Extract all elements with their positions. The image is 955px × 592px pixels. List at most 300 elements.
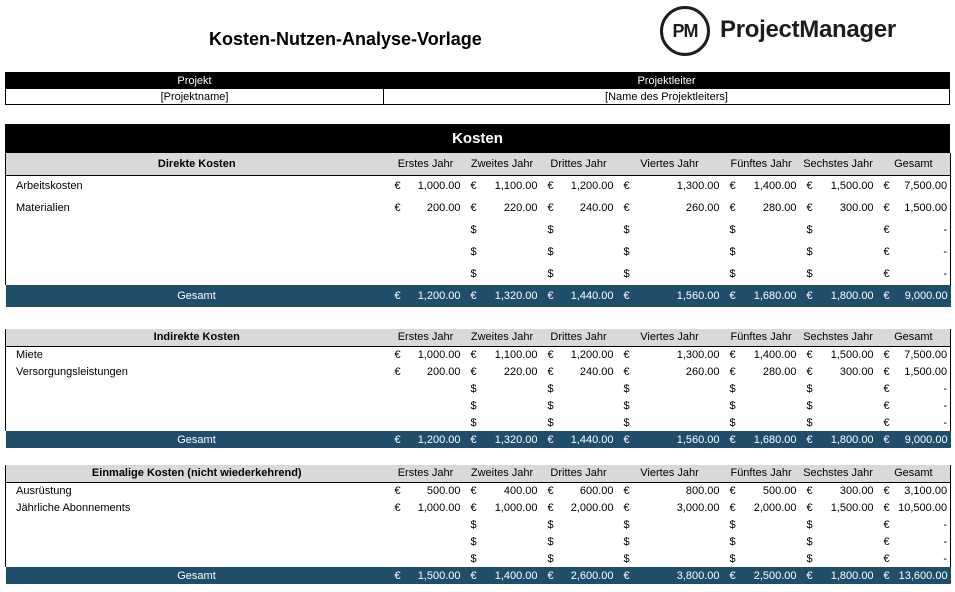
cost-value-cell[interactable]: 1,400.00 — [743, 346, 800, 363]
cost-row — [6, 499, 951, 516]
year-header: Fünftes Jahr — [723, 329, 800, 346]
cost-value-cell[interactable]: 1,300.00 — [637, 346, 723, 363]
cost-row — [6, 533, 951, 550]
cost-row — [6, 380, 951, 397]
year-header: Erstes Jahr — [388, 465, 464, 482]
currency-symbol: € — [388, 431, 408, 448]
cost-value-cell[interactable]: - — [897, 550, 951, 567]
cost-table-0 — [5, 153, 951, 307]
year-header: Drittes Jahr — [541, 153, 617, 175]
currency-symbol: $ — [623, 535, 630, 548]
currency-symbol: € — [723, 431, 743, 448]
total-value: 1,560.00 — [637, 431, 723, 448]
currency-symbol: € — [806, 501, 813, 514]
currency-symbol: $ — [729, 416, 736, 429]
currency-symbol: $ — [547, 399, 554, 412]
currency-symbol: $ — [806, 268, 813, 280]
cost-value-cell[interactable]: 1,500.00 — [897, 363, 951, 380]
currency-symbol: € — [541, 285, 561, 307]
currency-symbol: $ — [729, 518, 736, 531]
manager-name-field[interactable]: [Name des Projektleiters] — [384, 89, 950, 105]
total-label: Gesamt — [6, 285, 388, 307]
cost-row — [6, 197, 951, 219]
currency-symbol: € — [883, 552, 890, 565]
cost-item-label[interactable]: Ausrüstung — [6, 482, 388, 499]
currency-symbol: € — [877, 175, 897, 197]
cost-value-cell[interactable] — [743, 414, 800, 431]
cost-value-cell[interactable] — [484, 380, 541, 397]
cost-value-cell[interactable]: 300.00 — [839, 202, 874, 214]
cost-value-cell[interactable] — [820, 397, 877, 414]
cost-row — [6, 346, 951, 363]
currency-symbol: € — [541, 567, 561, 584]
cost-value-cell[interactable] — [820, 516, 877, 533]
currency-symbol: $ — [547, 224, 554, 236]
cost-item-label[interactable] — [6, 263, 388, 285]
currency-symbol: $ — [470, 518, 477, 531]
cost-value-cell[interactable] — [408, 516, 464, 533]
cost-value-cell[interactable]: - — [897, 397, 951, 414]
year-header: Drittes Jahr — [541, 329, 617, 346]
currency-symbol: $ — [547, 518, 554, 531]
cost-value-cell[interactable] — [484, 533, 541, 550]
currency-symbol: € — [883, 382, 890, 395]
cost-value-cell[interactable] — [820, 263, 877, 285]
cost-value-cell[interactable]: 300.00 — [820, 482, 877, 499]
currency-symbol: € — [723, 567, 743, 584]
currency-symbol: $ — [806, 416, 813, 429]
total-row — [6, 567, 951, 584]
currency-symbol: $ — [470, 246, 477, 258]
cost-value-cell[interactable] — [743, 516, 800, 533]
currency-symbol: $ — [547, 535, 554, 548]
cost-value-cell[interactable] — [637, 263, 723, 285]
currency-symbol: € — [464, 175, 484, 197]
currency-symbol: $ — [729, 382, 736, 395]
total-value: 1,800.00 — [820, 431, 877, 448]
currency-symbol: € — [464, 285, 484, 307]
cost-value-cell[interactable] — [820, 533, 877, 550]
cost-table-header — [6, 329, 951, 346]
currency-symbol: € — [877, 346, 897, 363]
cost-value-cell[interactable]: 240.00 — [579, 365, 614, 378]
total-value: 2,500.00 — [743, 567, 800, 584]
total-value: 1,680.00 — [743, 431, 800, 448]
cost-value-cell[interactable] — [820, 380, 877, 397]
currency-symbol: $ — [470, 399, 477, 412]
cost-item-label[interactable]: Miete — [6, 346, 388, 363]
total-value: 1,800.00 — [820, 567, 877, 584]
cost-table-1 — [5, 329, 951, 448]
cost-value-cell[interactable]: 3,000.00 — [676, 501, 720, 514]
cost-value-cell[interactable] — [820, 241, 877, 263]
currency-symbol: € — [394, 202, 401, 214]
cost-value-cell[interactable] — [561, 263, 617, 285]
cost-value-cell[interactable] — [820, 414, 877, 431]
year-header: Viertes Jahr — [617, 465, 723, 482]
currency-symbol: $ — [806, 224, 813, 236]
currency-symbol: $ — [623, 552, 630, 565]
currency-symbol: € — [388, 285, 408, 307]
cost-value-cell[interactable]: - — [897, 263, 951, 285]
year-header: Sechstes Jahr — [800, 465, 877, 482]
currency-symbol: € — [470, 202, 477, 214]
currency-symbol: € — [388, 175, 408, 197]
cost-value-cell[interactable]: 10,500.00 — [897, 499, 951, 516]
currency-symbol: € — [877, 285, 897, 307]
currency-symbol: € — [883, 202, 890, 214]
total-value: 1,800.00 — [820, 285, 877, 307]
year-header: Sechstes Jahr — [800, 153, 877, 175]
total-label: Gesamt — [6, 431, 388, 448]
cost-value-cell[interactable] — [484, 550, 541, 567]
cost-item-label[interactable] — [6, 380, 388, 397]
cost-value-cell[interactable]: - — [897, 414, 951, 431]
cost-row — [6, 397, 951, 414]
currency-symbol: $ — [470, 382, 477, 395]
cost-value-cell[interactable] — [561, 397, 617, 414]
currency-symbol: € — [464, 567, 484, 584]
currency-symbol: € — [464, 482, 484, 499]
currency-symbol: € — [464, 431, 484, 448]
cost-value-cell[interactable]: 3,100.00 — [897, 482, 951, 499]
currency-symbol: $ — [729, 535, 736, 548]
currency-symbol: € — [394, 365, 401, 378]
year-header: Zweites Jahr — [464, 465, 541, 482]
year-header: Erstes Jahr — [388, 153, 464, 175]
currency-symbol — [388, 380, 408, 397]
cost-value-cell[interactable] — [637, 380, 723, 397]
cost-value-cell[interactable]: 1,500.00 — [897, 197, 951, 219]
currency-symbol: € — [800, 567, 820, 584]
year-header: Gesamt — [877, 465, 951, 482]
currency-symbol: $ — [470, 224, 477, 236]
currency-symbol: € — [883, 399, 890, 412]
currency-symbol: $ — [806, 518, 813, 531]
cost-value-cell[interactable] — [637, 397, 723, 414]
currency-symbol: € — [800, 431, 820, 448]
total-row — [6, 431, 951, 448]
currency-symbol: € — [800, 285, 820, 307]
cost-value-cell[interactable] — [637, 414, 723, 431]
cost-item-label[interactable] — [6, 516, 388, 533]
currency-symbol: $ — [470, 535, 477, 548]
year-header: Viertes Jahr — [617, 329, 723, 346]
currency-symbol: $ — [470, 416, 477, 429]
currency-symbol — [388, 550, 408, 567]
cost-row — [6, 363, 951, 380]
cost-value-cell[interactable] — [561, 414, 617, 431]
currency-symbol: € — [623, 365, 630, 378]
cost-row — [6, 550, 951, 567]
cost-value-cell[interactable]: 240.00 — [579, 202, 614, 214]
currency-symbol: € — [877, 482, 897, 499]
cost-item-label[interactable] — [6, 414, 388, 431]
currency-symbol: € — [883, 246, 890, 258]
currency-symbol: € — [723, 175, 743, 197]
currency-symbol: $ — [623, 246, 630, 258]
total-value: 1,440.00 — [561, 431, 617, 448]
currency-symbol: € — [729, 365, 736, 378]
cost-value-cell[interactable] — [484, 397, 541, 414]
currency-symbol: $ — [729, 224, 736, 236]
category-title: Einmalige Kosten (nicht wiederkehrend) — [6, 465, 388, 482]
currency-symbol: € — [806, 365, 813, 378]
currency-symbol: $ — [806, 535, 813, 548]
total-value: 1,400.00 — [484, 567, 541, 584]
year-header: Sechstes Jahr — [800, 329, 877, 346]
cost-value-cell[interactable] — [484, 241, 541, 263]
cost-value-cell[interactable] — [561, 241, 617, 263]
currency-symbol — [388, 516, 408, 533]
currency-symbol: € — [464, 346, 484, 363]
total-value: 9,000.00 — [897, 285, 951, 307]
currency-symbol: € — [470, 365, 477, 378]
cost-value-cell[interactable]: 1,100.00 — [484, 346, 541, 363]
currency-symbol: € — [883, 518, 890, 531]
cost-value-cell[interactable]: 260.00 — [685, 202, 720, 214]
cost-row — [6, 241, 951, 263]
cost-row — [6, 175, 951, 197]
cost-value-cell[interactable] — [484, 219, 541, 241]
currency-symbol: € — [729, 501, 736, 514]
manager-label: Projektleiter — [384, 73, 950, 89]
cost-value-cell[interactable]: - — [897, 380, 951, 397]
project-info-table — [5, 72, 950, 105]
cost-value-cell[interactable] — [637, 241, 723, 263]
cost-row — [6, 263, 951, 285]
cost-value-cell[interactable]: 200.00 — [426, 365, 461, 378]
cost-value-cell[interactable]: 1,100.00 — [484, 175, 541, 197]
currency-symbol: € — [800, 175, 820, 197]
currency-symbol: € — [617, 285, 637, 307]
year-header: Fünftes Jahr — [723, 465, 800, 482]
currency-symbol: € — [617, 567, 637, 584]
cost-item-label[interactable] — [6, 533, 388, 550]
currency-symbol: $ — [623, 399, 630, 412]
total-value: 2,600.00 — [561, 567, 617, 584]
cost-value-cell[interactable]: 300.00 — [839, 365, 874, 378]
currency-symbol: $ — [470, 268, 477, 280]
currency-symbol: € — [388, 346, 408, 363]
cost-value-cell[interactable]: 500.00 — [408, 482, 464, 499]
currency-symbol: € — [883, 535, 890, 548]
cost-item-label[interactable]: Materialien — [6, 197, 388, 219]
cost-value-cell[interactable] — [637, 533, 723, 550]
cost-value-cell[interactable]: 2,000.00 — [753, 501, 797, 514]
cost-value-cell[interactable] — [484, 414, 541, 431]
cost-value-cell[interactable]: - — [897, 219, 951, 241]
total-value: 1,500.00 — [408, 567, 464, 584]
total-value: 1,320.00 — [484, 431, 541, 448]
currency-symbol: € — [541, 431, 561, 448]
cost-value-cell[interactable]: 1,200.00 — [561, 175, 617, 197]
cost-value-cell[interactable]: 280.00 — [762, 202, 797, 214]
currency-symbol: € — [877, 431, 897, 448]
currency-symbol: € — [617, 175, 637, 197]
total-value: 1,440.00 — [561, 285, 617, 307]
year-header: Viertes Jahr — [617, 153, 723, 175]
cost-value-cell[interactable]: 1,500.00 — [830, 501, 874, 514]
currency-symbol: € — [883, 224, 890, 236]
cost-item-label[interactable]: Arbeitskosten — [6, 175, 388, 197]
cost-row — [6, 516, 951, 533]
year-header: Zweites Jahr — [464, 329, 541, 346]
currency-symbol: $ — [806, 246, 813, 258]
cost-item-label[interactable] — [6, 397, 388, 414]
currency-symbol: $ — [547, 416, 554, 429]
cost-value-cell[interactable] — [561, 219, 617, 241]
cost-table-2 — [5, 465, 951, 584]
cost-value-cell[interactable]: 1,500.00 — [820, 175, 877, 197]
cost-value-cell[interactable] — [408, 533, 464, 550]
cost-value-cell[interactable]: - — [897, 516, 951, 533]
currency-symbol — [388, 533, 408, 550]
cost-value-cell[interactable] — [637, 550, 723, 567]
cost-item-label[interactable] — [6, 550, 388, 567]
cost-value-cell[interactable]: 260.00 — [685, 365, 720, 378]
cost-value-cell[interactable]: 1,300.00 — [637, 175, 723, 197]
currency-symbol: $ — [729, 268, 736, 280]
currency-symbol: € — [800, 346, 820, 363]
cost-value-cell[interactable]: 220.00 — [503, 202, 538, 214]
currency-symbol: € — [883, 365, 890, 378]
page-title: Kosten-Nutzen-Analyse-Vorlage — [209, 29, 482, 49]
cost-item-label[interactable]: Jährliche Abonnements — [6, 499, 388, 516]
cost-value-cell[interactable] — [743, 241, 800, 263]
cost-value-cell[interactable]: 1,500.00 — [820, 346, 877, 363]
year-header: Zweites Jahr — [464, 153, 541, 175]
currency-symbol: € — [729, 202, 736, 214]
currency-symbol: $ — [547, 552, 554, 565]
cost-value-cell[interactable]: 1,000.00 — [494, 501, 538, 514]
currency-symbol — [388, 263, 408, 285]
cost-value-cell[interactable] — [743, 219, 800, 241]
currency-symbol: € — [394, 501, 401, 514]
cost-value-cell[interactable]: 280.00 — [762, 365, 797, 378]
currency-symbol: € — [617, 431, 637, 448]
cost-value-cell[interactable]: 1,400.00 — [743, 175, 800, 197]
cost-value-cell[interactable]: 1,000.00 — [408, 175, 464, 197]
currency-symbol: $ — [547, 268, 554, 280]
currency-symbol: € — [547, 202, 554, 214]
cost-item-label[interactable] — [6, 219, 388, 241]
cost-value-cell[interactable] — [743, 380, 800, 397]
year-header: Fünftes Jahr — [723, 153, 800, 175]
cost-value-cell[interactable] — [408, 550, 464, 567]
currency-symbol: € — [547, 501, 554, 514]
currency-symbol: € — [617, 482, 637, 499]
currency-symbol: $ — [547, 246, 554, 258]
project-name-field[interactable]: [Projektname] — [6, 89, 384, 105]
currency-symbol: $ — [623, 518, 630, 531]
cost-row — [6, 219, 951, 241]
currency-symbol: € — [883, 501, 890, 514]
cost-value-cell[interactable]: - — [897, 533, 951, 550]
currency-symbol: $ — [623, 268, 630, 280]
currency-symbol: € — [388, 567, 408, 584]
currency-symbol: $ — [729, 246, 736, 258]
currency-symbol: $ — [623, 224, 630, 236]
cost-value-cell[interactable]: 1,000.00 — [408, 346, 464, 363]
currency-symbol: $ — [806, 552, 813, 565]
cost-value-cell[interactable]: 1,000.00 — [417, 501, 461, 514]
cost-item-label[interactable] — [6, 241, 388, 263]
cost-value-cell[interactable]: 2,000.00 — [570, 501, 614, 514]
cost-value-cell[interactable]: 1,200.00 — [561, 346, 617, 363]
cost-value-cell[interactable] — [561, 516, 617, 533]
currency-symbol — [388, 397, 408, 414]
currency-symbol — [388, 241, 408, 263]
cost-value-cell[interactable]: 800.00 — [637, 482, 723, 499]
cost-value-cell[interactable]: 600.00 — [561, 482, 617, 499]
total-value: 1,200.00 — [408, 431, 464, 448]
cost-value-cell[interactable] — [561, 550, 617, 567]
year-header: Gesamt — [877, 329, 951, 346]
cost-value-cell[interactable] — [637, 219, 723, 241]
total-row — [6, 285, 951, 307]
currency-symbol: $ — [729, 552, 736, 565]
cost-value-cell[interactable] — [820, 550, 877, 567]
cost-value-cell[interactable] — [408, 380, 464, 397]
currency-symbol: € — [883, 268, 890, 280]
total-value: 9,000.00 — [897, 431, 951, 448]
currency-symbol: € — [723, 285, 743, 307]
currency-symbol: $ — [729, 399, 736, 412]
cost-value-cell[interactable]: 400.00 — [484, 482, 541, 499]
currency-symbol: € — [723, 482, 743, 499]
costs-section-title: Kosten — [5, 124, 950, 153]
cost-value-cell[interactable] — [743, 550, 800, 567]
cost-value-cell[interactable]: 7,500.00 — [897, 175, 951, 197]
currency-symbol: $ — [623, 382, 630, 395]
cost-item-label[interactable]: Versorgungsleistungen — [6, 363, 388, 380]
cost-value-cell[interactable] — [484, 516, 541, 533]
cost-row — [6, 482, 951, 499]
currency-symbol: € — [623, 501, 630, 514]
currency-symbol: € — [623, 202, 630, 214]
year-header: Drittes Jahr — [541, 465, 617, 482]
cost-value-cell[interactable]: 500.00 — [743, 482, 800, 499]
total-value: 1,200.00 — [408, 285, 464, 307]
cost-value-cell[interactable] — [408, 414, 464, 431]
year-header: Gesamt — [877, 153, 951, 175]
currency-symbol: € — [388, 482, 408, 499]
cost-value-cell[interactable] — [408, 219, 464, 241]
cost-value-cell[interactable] — [408, 241, 464, 263]
cost-value-cell[interactable] — [820, 219, 877, 241]
cost-value-cell[interactable] — [408, 263, 464, 285]
cost-value-cell[interactable] — [561, 380, 617, 397]
cost-value-cell[interactable] — [743, 397, 800, 414]
currency-symbol: € — [800, 482, 820, 499]
cost-value-cell[interactable]: - — [897, 241, 951, 263]
cost-value-cell[interactable] — [484, 263, 541, 285]
cost-value-cell[interactable] — [561, 533, 617, 550]
cost-value-cell[interactable]: 220.00 — [503, 365, 538, 378]
cost-value-cell[interactable]: 200.00 — [426, 202, 461, 214]
cost-value-cell[interactable]: 7,500.00 — [897, 346, 951, 363]
total-value: 13,600.00 — [897, 567, 951, 584]
cost-value-cell[interactable] — [743, 263, 800, 285]
currency-symbol: € — [547, 365, 554, 378]
currency-symbol: € — [806, 202, 813, 214]
cost-value-cell[interactable] — [637, 516, 723, 533]
project-label: Projekt — [6, 73, 384, 89]
cost-value-cell[interactable] — [743, 533, 800, 550]
cost-table-header — [6, 465, 951, 482]
cost-value-cell[interactable] — [408, 397, 464, 414]
